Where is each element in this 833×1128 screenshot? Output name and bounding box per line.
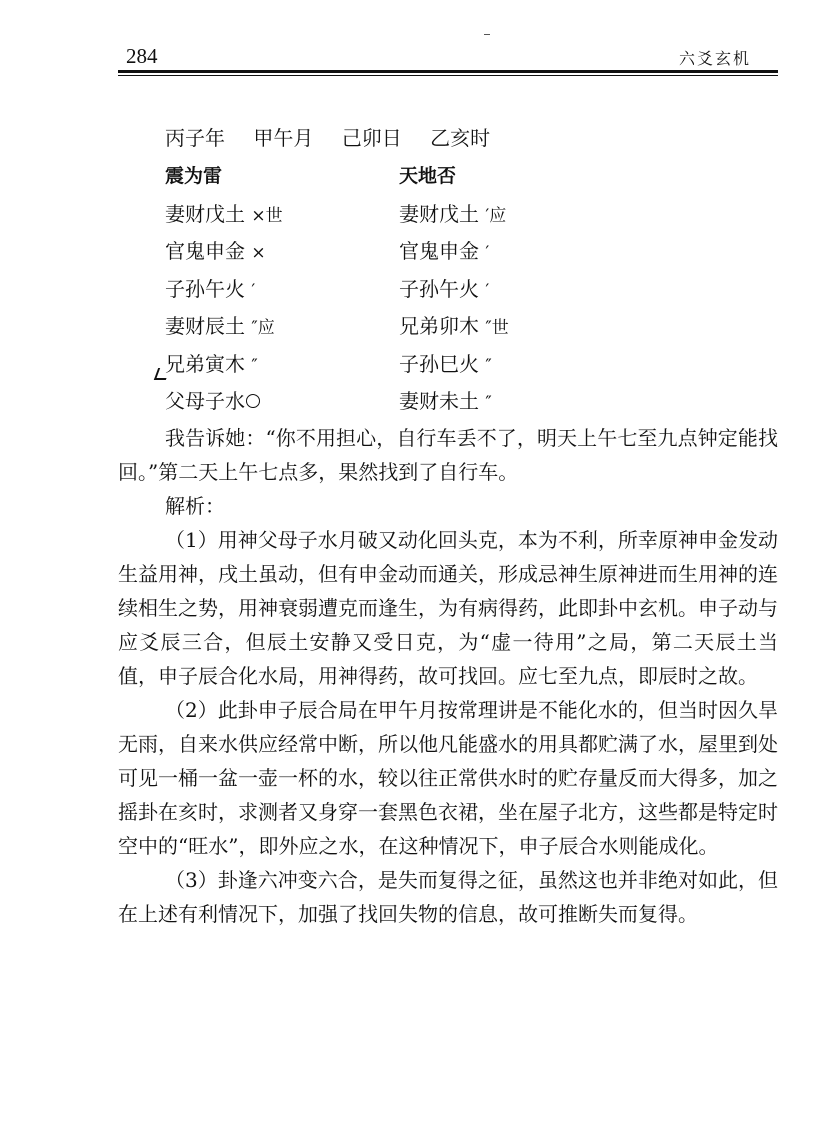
hour-pillar: 乙亥时 bbox=[430, 126, 491, 150]
year-pillar: 丙子年 bbox=[165, 126, 225, 150]
yao-left-mark: ″ bbox=[251, 355, 258, 376]
yao-row bbox=[165, 233, 778, 271]
narrative-paragraph: 我告诉她：“你不用担心，自行车丢不了，明天上午七至九点钟定能找回。”第二天上午七点多，果然找到了自行车。 bbox=[118, 425, 778, 484]
yao-left: 官鬼申金 bbox=[165, 239, 245, 263]
yao-right-mark: ′ bbox=[485, 280, 490, 301]
month-pillar: 甲午月 bbox=[253, 126, 314, 150]
yao-row bbox=[165, 383, 778, 421]
yao-left-mark: ×世 bbox=[251, 205, 283, 226]
yao-right-mark: ″ bbox=[485, 355, 492, 376]
yao-left: 妻财辰土 bbox=[165, 314, 245, 338]
yao-right: 官鬼申金 bbox=[399, 239, 479, 263]
analysis-heading: 解析： bbox=[165, 493, 225, 518]
analysis-point-1: （1）用神父母子水月破又动化回头克，本为不利，所幸原神申金发动生益用神，戌土虽动，但有申金动而通关，形成忌神生原神进而生用神的连续相生之势，用神衰弱遭克而逢生，为有病得药，此即卦中玄机。申子动与应爻辰三合，但辰土安静又受日克，为“虚一待用”之局，第二天辰土当值，申子辰合化水局，用神得药，故可找回。应七至九点，即辰时之故。 bbox=[118, 527, 778, 688]
yao-right: 妻财未土 bbox=[399, 389, 479, 413]
page-number: 284 bbox=[126, 44, 158, 68]
original-hexagram-name: 震为雷 bbox=[165, 165, 223, 187]
yao-left-mark: ′ bbox=[251, 280, 256, 301]
yao-left-mark: ″应 bbox=[251, 318, 275, 338]
yao-right-mark: ″ bbox=[485, 393, 492, 413]
running-title: 六爻玄机 bbox=[678, 49, 751, 68]
hexagram-table bbox=[165, 158, 778, 421]
yao-row bbox=[165, 271, 778, 309]
analysis-point-3: （3）卦逢六冲变六合，是失而复得之征，虽然这也并非绝对如此，但在上述有利情况下，加强了找回失物的信息，故可推断失而复得。 bbox=[118, 867, 778, 926]
yao-left: 兄弟寅木 bbox=[165, 351, 245, 376]
yao-row bbox=[165, 308, 778, 346]
yao-right-mark: ″世 bbox=[485, 318, 509, 338]
yao-right: 妻财戊土 bbox=[399, 201, 479, 226]
page-body bbox=[118, 118, 778, 931]
yao-left-mark: × bbox=[251, 243, 266, 263]
yao-right-mark: ′应 bbox=[485, 205, 507, 226]
moving-yang-circle-icon bbox=[246, 394, 260, 408]
changed-hexagram-name: 天地否 bbox=[399, 165, 457, 187]
header-rule bbox=[118, 70, 778, 73]
yao-right: 子孙午火 bbox=[399, 276, 479, 301]
scan-mark bbox=[484, 34, 490, 35]
date-line bbox=[165, 118, 778, 158]
analysis-point-2: （2）此卦申子辰合局在甲午月按常理讲是不能化水的，但当时因久旱无雨，自来水供应经常中断，所以他凡能盛水的用具都贮满了水，屋里到处可见一桶一盆一壶一杯的水，较以往正常供水时的贮存量反而大得多，加之摇卦在亥时，求测者又身穿一套黑色衣裙，坐在屋子北方，这些都是特定时空中的“旺水”，即外应之水，在这种情况下，申子辰合水则能成化。 bbox=[118, 697, 778, 858]
yao-right-mark: ′ bbox=[485, 243, 490, 263]
yao-right: 子孙巳火 bbox=[399, 351, 479, 376]
header-rule-thin bbox=[118, 75, 778, 76]
yao-right: 兄弟卯木 bbox=[399, 314, 479, 338]
hexagram-name-row bbox=[165, 158, 778, 196]
day-pillar: 己卯日 bbox=[341, 126, 402, 150]
yao-left: 子孙午火 bbox=[165, 276, 245, 301]
yao-left: 妻财戊土 bbox=[165, 201, 245, 226]
yao-row bbox=[165, 196, 778, 234]
yao-left: 父母子水 bbox=[165, 389, 245, 413]
yao-row bbox=[165, 346, 778, 384]
